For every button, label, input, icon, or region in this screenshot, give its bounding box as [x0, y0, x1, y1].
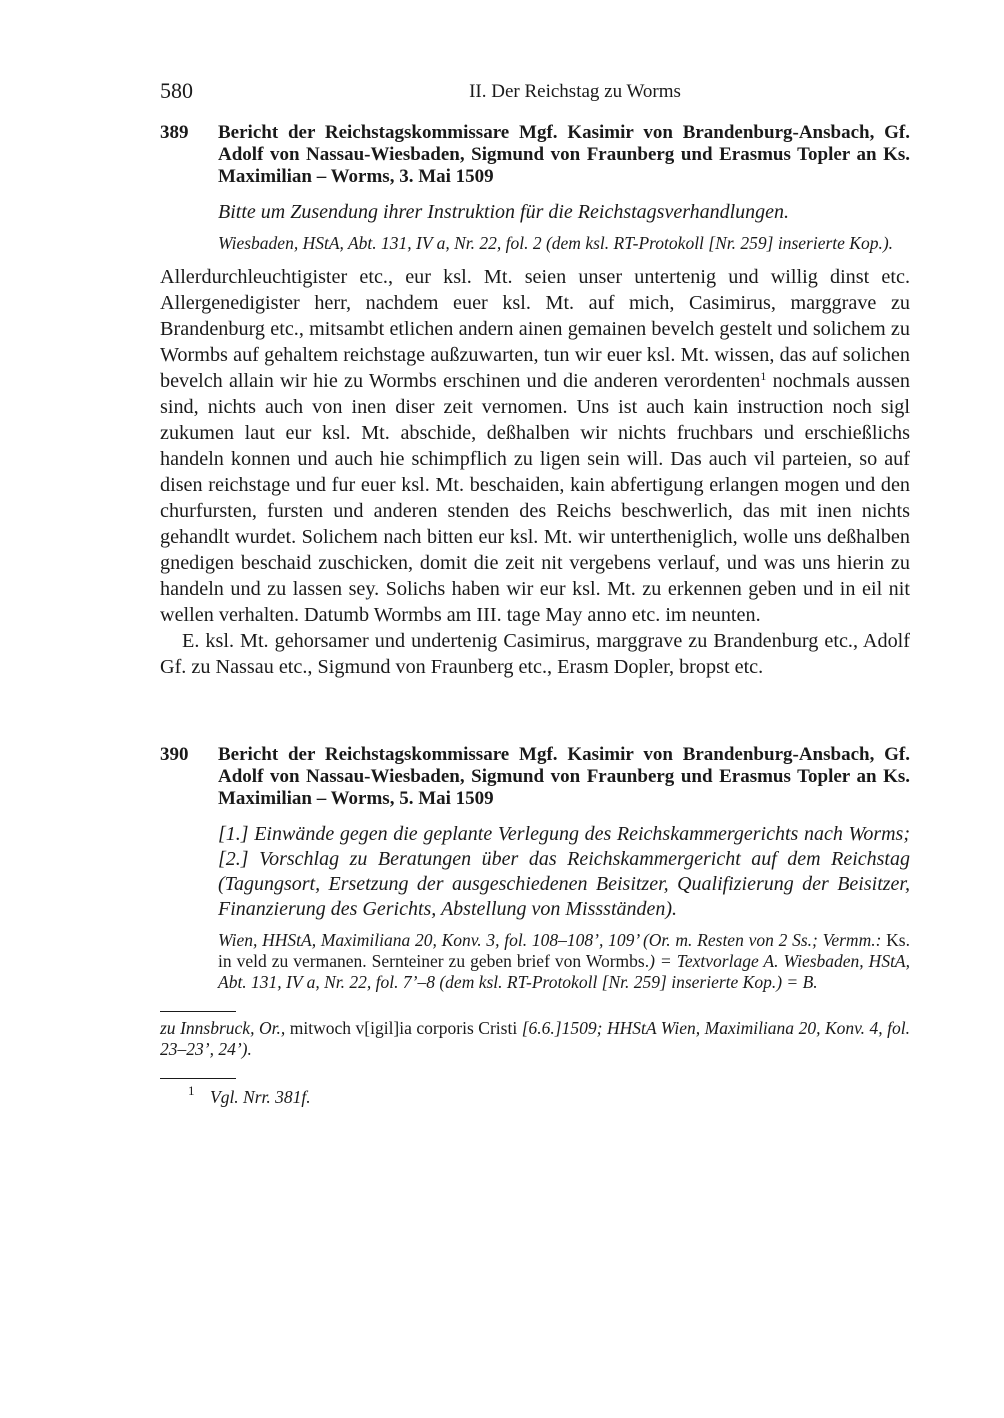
footnote-rule	[160, 1078, 236, 1079]
entry-390	[160, 744, 910, 993]
footnote-mark: 1	[760, 369, 767, 383]
entry-389	[160, 122, 910, 254]
entry-number: 390	[160, 744, 189, 765]
letter-body	[160, 264, 910, 680]
page-number: 580	[160, 78, 193, 103]
body-paragraph	[160, 264, 910, 628]
footnote-number: 1	[188, 1083, 195, 1098]
body-text: nochmals aussen sind, nichts auch von inen diser zeit vernomen. Uns ist auch kain instruction noch sigl zukumen laut eur ksl. Mt. abschide, deßhalben wir nichts fruchbars und erschießlichs handeln konnen und auch hie schimpflich zu ligen sein will. Das auch vil parteien, so auf disen reichstage und fur euer ksl. Mt. beschaiden, kain abfertigung erlangen mogen und den churfursten, fursten und anderen stenden des Reichs beschwerlich, das mit inen nichts gehandlt wurdet. Solichem nach bitten eur ksl. Mt. wir untertheniglich, wolle uns deßhalben gnedigen beschaid zuschicken, domit die zeit nit vergebens verlauf, und was uns hierin zu handeln und zu lassen sey. Solichs haben wir eur ksl. Mt. zu erkennen geben und in eil nit wellen verhalten. Datumb Wormbs am III. tage May anno etc. im neunten.	[160, 370, 910, 626]
body-paragraph-signature: E. ksl. Mt. gehorsamer und undertenig Casimirus, marggrave zu Brandenburg etc., Adolf Gf. zu Nassau etc., Sigmund von Fraunberg etc., Erasm Dopler, bropst etc.	[160, 630, 910, 678]
footnote-rule	[160, 1011, 236, 1012]
entry-number: 389	[160, 122, 189, 143]
running-head	[160, 78, 910, 108]
document-page	[160, 78, 910, 1108]
footnote-continuation: zu Innsbruck, Or., mitwoch v[igil]ia corporis Cristi [6.6.]1509; HHStA Wien, Maximiliana 20, Konv. 4, fol. 23–23’, 24’).	[160, 1018, 911, 1059]
body-text: Allerdurchleuchtigister etc., eur ksl. Mt. seien unser untertenig und willig dinst etc. Allergenedigister herr, nachdem euer ksl. Mt. auf mich, Casimirus, marggrave zu Brandenburg etc., mitsambt etlichen andern ainen gemainen bevelch gestelt und solichem zu Wormbs auf gehaltem reichstage außzuwarten, tun wir euer ksl. Mt. wissen, das auf solichen bevelch allain wir hie zu Wormbs erschinen und die anderen verordenten	[160, 266, 910, 392]
entry-source: Wiesbaden, HStA, Abt. 131, IV a, Nr. 22, fol. 2 (dem ksl. RT-Protokoll [Nr. 259] inserierte Kop.).	[218, 233, 894, 253]
footnote-1	[160, 1083, 910, 1108]
running-title: II. Der Reichstag zu Worms	[469, 81, 681, 102]
entry-regest: [1.] Einwände gegen die geplante Verlegung des Reichskammergerichts nach Worms; [2.] Vorschlag zu Beratungen über das Reichskammergericht auf dem Reichstag (Tagungsort, Ersetzung der ausgeschiedenen Beisitzer, Qualifizierung der Beisitzer, Finanzierung des Gerichts, Abstellung von Missständen).	[218, 823, 910, 920]
entry-heading: Bericht der Reichstagskommissare Mgf. Kasimir von Brandenburg-Ansbach, Gf. Adolf von Nassau-Wiesbaden, Sigmund von Fraunberg und Erasmus Topler an Ks. Maximilian – Worms, 3. Mai 1509	[218, 122, 910, 187]
entry-regest: Bitte um Zusendung ihrer Instruktion für die Reichstagsverhandlungen.	[218, 201, 790, 223]
entry-heading: Bericht der Reichstagskommissare Mgf. Kasimir von Brandenburg-Ansbach, Gf. Adolf von Nassau-Wiesbaden, Sigmund von Fraunberg und Erasmus Topler an Ks. Maximilian – Worms, 5. Mai 1509	[218, 744, 910, 809]
entry-source: Wien, HHStA, Maximiliana 20, Konv. 3, fol. 108–108’, 109’ (Or. m. Resten von 2 Ss.; Vermm.: Ks. in veld zu vermanen. Sernteiner zu geben brief von Wormbs.) = Textvorlage A. Wiesbaden, HStA, Abt. 131, IV a, Nr. 22, fol. 7’–8 (dem ksl. RT-Protokoll [Nr. 259] inserierte Kop.) = B.	[218, 930, 910, 992]
footnote-text: Vgl. Nrr. 381f.	[210, 1087, 311, 1107]
